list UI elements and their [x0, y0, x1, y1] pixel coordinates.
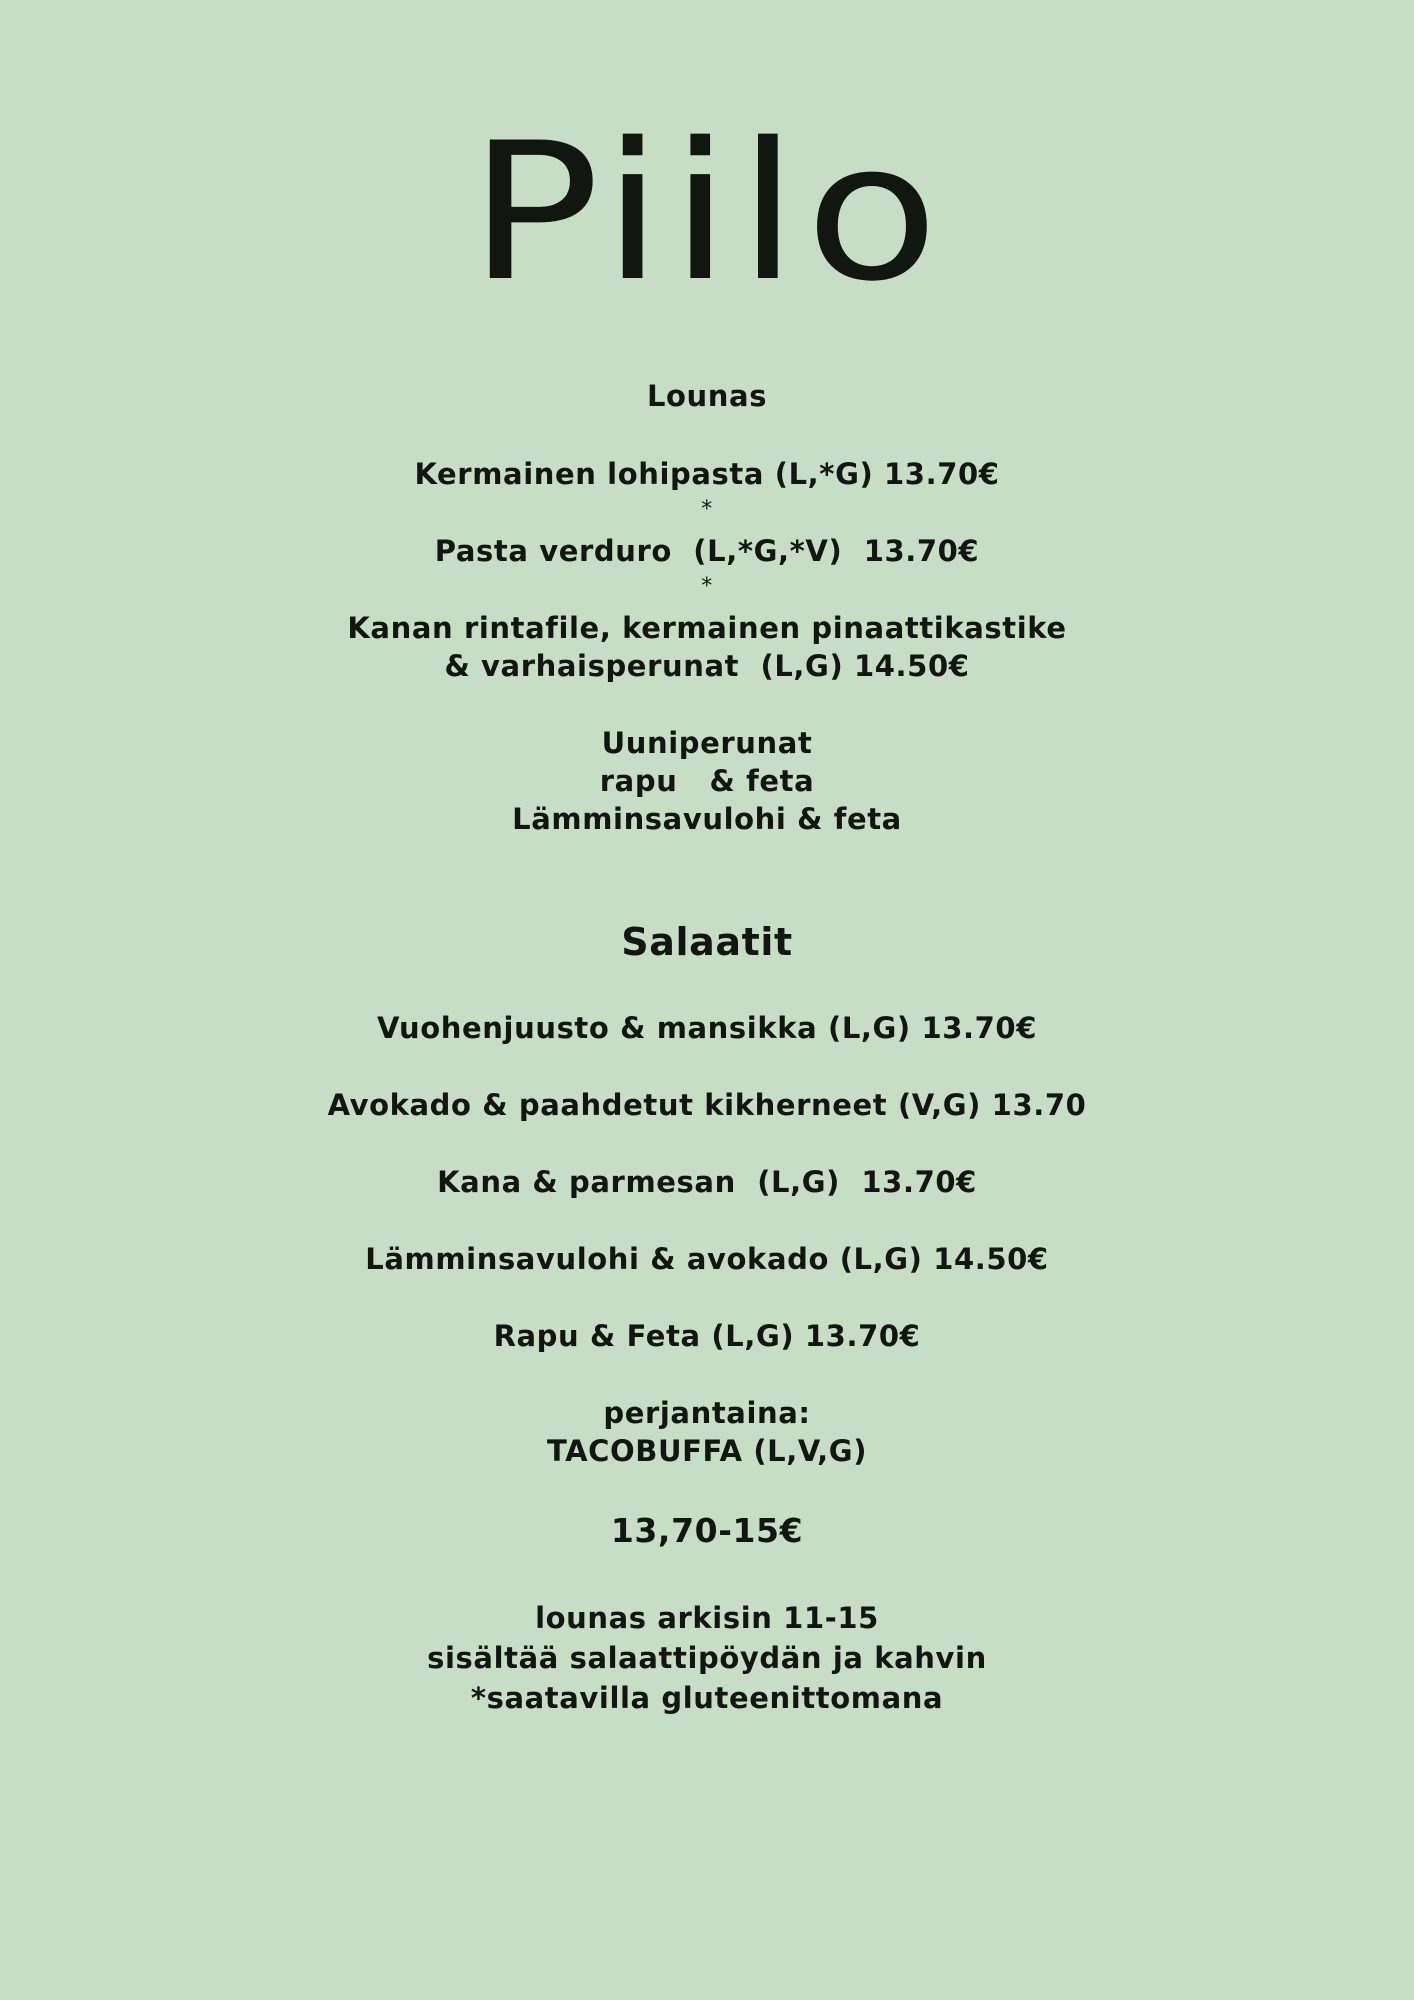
friday-label: perjantaina:: [603, 1396, 811, 1430]
salads-heading: Salaatit: [621, 920, 793, 964]
info-line: *saatavilla gluteenittomana: [470, 1681, 944, 1715]
lunch-item-chicken-line1: Kanan rintafile, kermainen pinaattikastike: [347, 611, 1067, 645]
baked-potato-option: Lämminsavulohi & feta: [512, 802, 902, 836]
lunch-item-chicken-line2: & varhaisperunat (L,G) 14.50€: [444, 649, 970, 683]
salad-item: Avokado & paahdetut kikherneet (V,G) 13.70: [327, 1088, 1087, 1122]
salad-item: Lämminsavulohi & avokado (L,G) 14.50€: [365, 1242, 1049, 1276]
lunch-heading: Lounas: [646, 379, 768, 413]
salad-item: Rapu & Feta (L,G) 13.70€: [493, 1319, 921, 1353]
salad-item: Vuohenjuusto & mansikka (L,G) 13.70€: [377, 1011, 1037, 1045]
info-line: lounas arkisin 11-15: [535, 1601, 879, 1635]
restaurant-title: Piilo: [468, 102, 946, 323]
friday-item: TACOBUFFA (L,V,G): [546, 1434, 868, 1468]
info-line: sisältää salaattipöydän ja kahvin: [427, 1641, 987, 1675]
friday-price: 13,70-15€: [610, 1511, 804, 1550]
lunch-separator: *: [701, 497, 713, 522]
baked-potato-option: rapu & feta: [599, 764, 815, 798]
lunch-item-salmon-pasta: Kermainen lohipasta (L,*G) 13.70€: [414, 457, 1000, 491]
salad-item: Kana & parmesan (L,G) 13.70€: [437, 1165, 977, 1199]
lunch-separator: *: [701, 574, 713, 599]
baked-potatoes-heading: Uuniperunat: [601, 726, 813, 760]
lunch-item-pasta-verduro: Pasta verduro (L,*G,*V) 13.70€: [434, 534, 980, 568]
